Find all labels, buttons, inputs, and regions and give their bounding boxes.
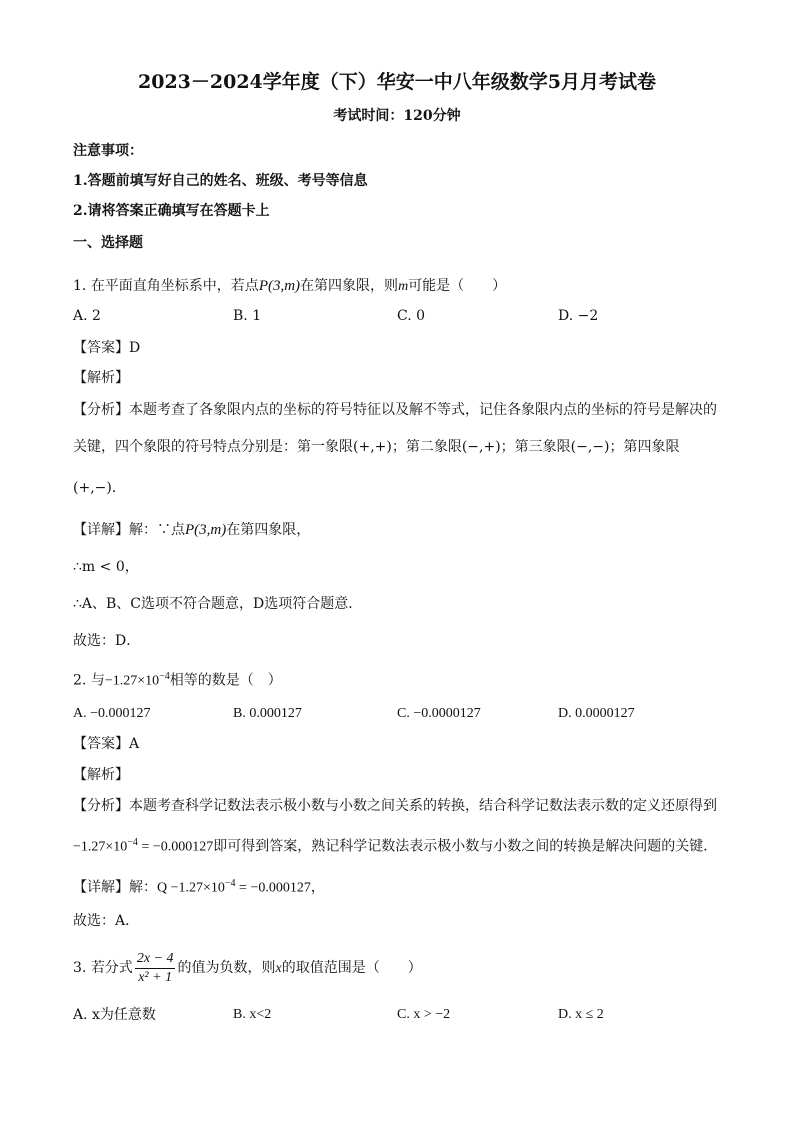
analysis-label: 【解析】 bbox=[73, 767, 129, 783]
fraction bbox=[135, 950, 176, 987]
variable: m bbox=[398, 279, 409, 294]
notes-item-1: 1.答题前填写好自己的姓名、班级、考号等信息 bbox=[73, 173, 368, 189]
detail-text: 解：Q −1.27×10 bbox=[129, 880, 225, 896]
section-heading: 一、选择题 bbox=[73, 235, 143, 251]
conclusion: 故选：D． bbox=[73, 633, 141, 649]
option-c: C. −0.0000127 bbox=[397, 706, 481, 721]
question-number: 1. bbox=[73, 278, 87, 294]
question-text: 在第四象限，则 bbox=[300, 278, 399, 294]
fraction-numerator: 2x − 4 bbox=[135, 950, 176, 969]
math-expression: = −0.000127 bbox=[137, 839, 214, 855]
exponent: −4 bbox=[127, 837, 138, 848]
exam-duration: 考试时间：120分钟 bbox=[333, 108, 461, 124]
fraction-denominator: x² + 1 bbox=[138, 969, 173, 985]
detail-line bbox=[73, 520, 310, 540]
analysis-line: (+,−)． bbox=[73, 480, 126, 496]
option-b: B. 1 bbox=[233, 308, 262, 324]
math-expression: −1.27×10 bbox=[73, 839, 128, 855]
notes-item-2: 2.请将答案正确填写在答题卡上 bbox=[73, 203, 270, 219]
analysis-line bbox=[73, 796, 717, 816]
question-text: 可能是（ ） bbox=[408, 278, 507, 294]
point-expression: P(3,m) bbox=[185, 522, 227, 538]
answer-line bbox=[73, 338, 140, 358]
option-a: A. 2 bbox=[73, 308, 101, 324]
fenxi-text: 即可得到答案，熟记科学记数法表示极小数与小数之间的转换是解决问题的关键． bbox=[213, 838, 718, 855]
question-text: 的值为负数，则 bbox=[177, 960, 276, 976]
detail-text: = −0.000127， bbox=[235, 880, 325, 896]
answer-value: A bbox=[129, 736, 140, 752]
question-2 bbox=[73, 667, 282, 692]
question-text: 与 bbox=[90, 672, 105, 689]
detail-line bbox=[73, 874, 325, 899]
answer-label: 【答案】 bbox=[73, 340, 129, 356]
fenxi-text: 本题考查了各象限内点的坐标的符号特征以及解不等式，记住各象限内点的坐标的符号是解决的 bbox=[129, 402, 717, 418]
detail-text: 解：∵点 bbox=[129, 522, 185, 538]
question-number: 2. bbox=[73, 672, 87, 689]
question-text: 若分式 bbox=[90, 960, 133, 976]
answer-label: 【答案】 bbox=[73, 736, 129, 752]
fenxi-text: 本题考查科学记数法表示极小数与小数之间关系的转换，结合科学记数法表示数的定义还原得到 bbox=[129, 798, 717, 814]
page-title: 2023－2024学年度（下）华安一中八年级数学5月月考试卷 bbox=[138, 71, 656, 93]
detail-line: ∴A、B、C选项不符合题意，D选项符合题意． bbox=[73, 596, 363, 612]
option-a: A. x为任意数 bbox=[73, 1007, 156, 1023]
answer-line bbox=[73, 734, 139, 754]
math-expression: −1.27×10 bbox=[104, 673, 160, 689]
option-c: C. 0 bbox=[397, 308, 426, 324]
conclusion: 故选：A． bbox=[73, 913, 140, 929]
question-text: 在平面直角坐标系中，若点 bbox=[90, 278, 259, 294]
question-number: 3. bbox=[73, 960, 87, 976]
analysis-line bbox=[73, 400, 717, 420]
variable: x bbox=[275, 961, 282, 976]
analysis-label: 【解析】 bbox=[73, 370, 129, 386]
option-c: C. x > −2 bbox=[397, 1007, 451, 1022]
fenxi-label: 【分析】 bbox=[73, 402, 129, 418]
exponent: −4 bbox=[224, 878, 236, 889]
detail-line: ∴m < 0， bbox=[73, 559, 139, 575]
fenxi-label: 【分析】 bbox=[73, 798, 129, 814]
option-d: D. x ≤ 2 bbox=[558, 1007, 604, 1022]
option-b: B. x<2 bbox=[233, 1007, 272, 1022]
notes-heading: 注意事项： bbox=[73, 143, 143, 159]
option-d: D. 0.0000127 bbox=[558, 706, 635, 721]
point-expression: P(3,m) bbox=[258, 278, 301, 294]
detail-label: 【详解】 bbox=[73, 879, 129, 896]
option-d: D. −2 bbox=[558, 308, 599, 324]
option-a: A. −0.000127 bbox=[73, 706, 151, 721]
detail-label: 【详解】 bbox=[73, 522, 129, 538]
question-3 bbox=[73, 948, 422, 989]
detail-text: 在第四象限， bbox=[226, 522, 311, 538]
exponent: −4 bbox=[159, 671, 170, 682]
question-1 bbox=[73, 276, 506, 297]
question-text: 的取值范围是（ ） bbox=[281, 960, 422, 976]
answer-value: D bbox=[129, 340, 141, 356]
analysis-line: 关键，四个象限的符号特点分别是：第一象限(+,+)；第二象限(−,+)；第三象限(−,−)；第四象限 bbox=[73, 439, 680, 455]
analysis-line bbox=[73, 833, 717, 858]
option-b: B. 0.000127 bbox=[233, 706, 302, 721]
question-text: 相等的数是（ ） bbox=[169, 672, 282, 689]
